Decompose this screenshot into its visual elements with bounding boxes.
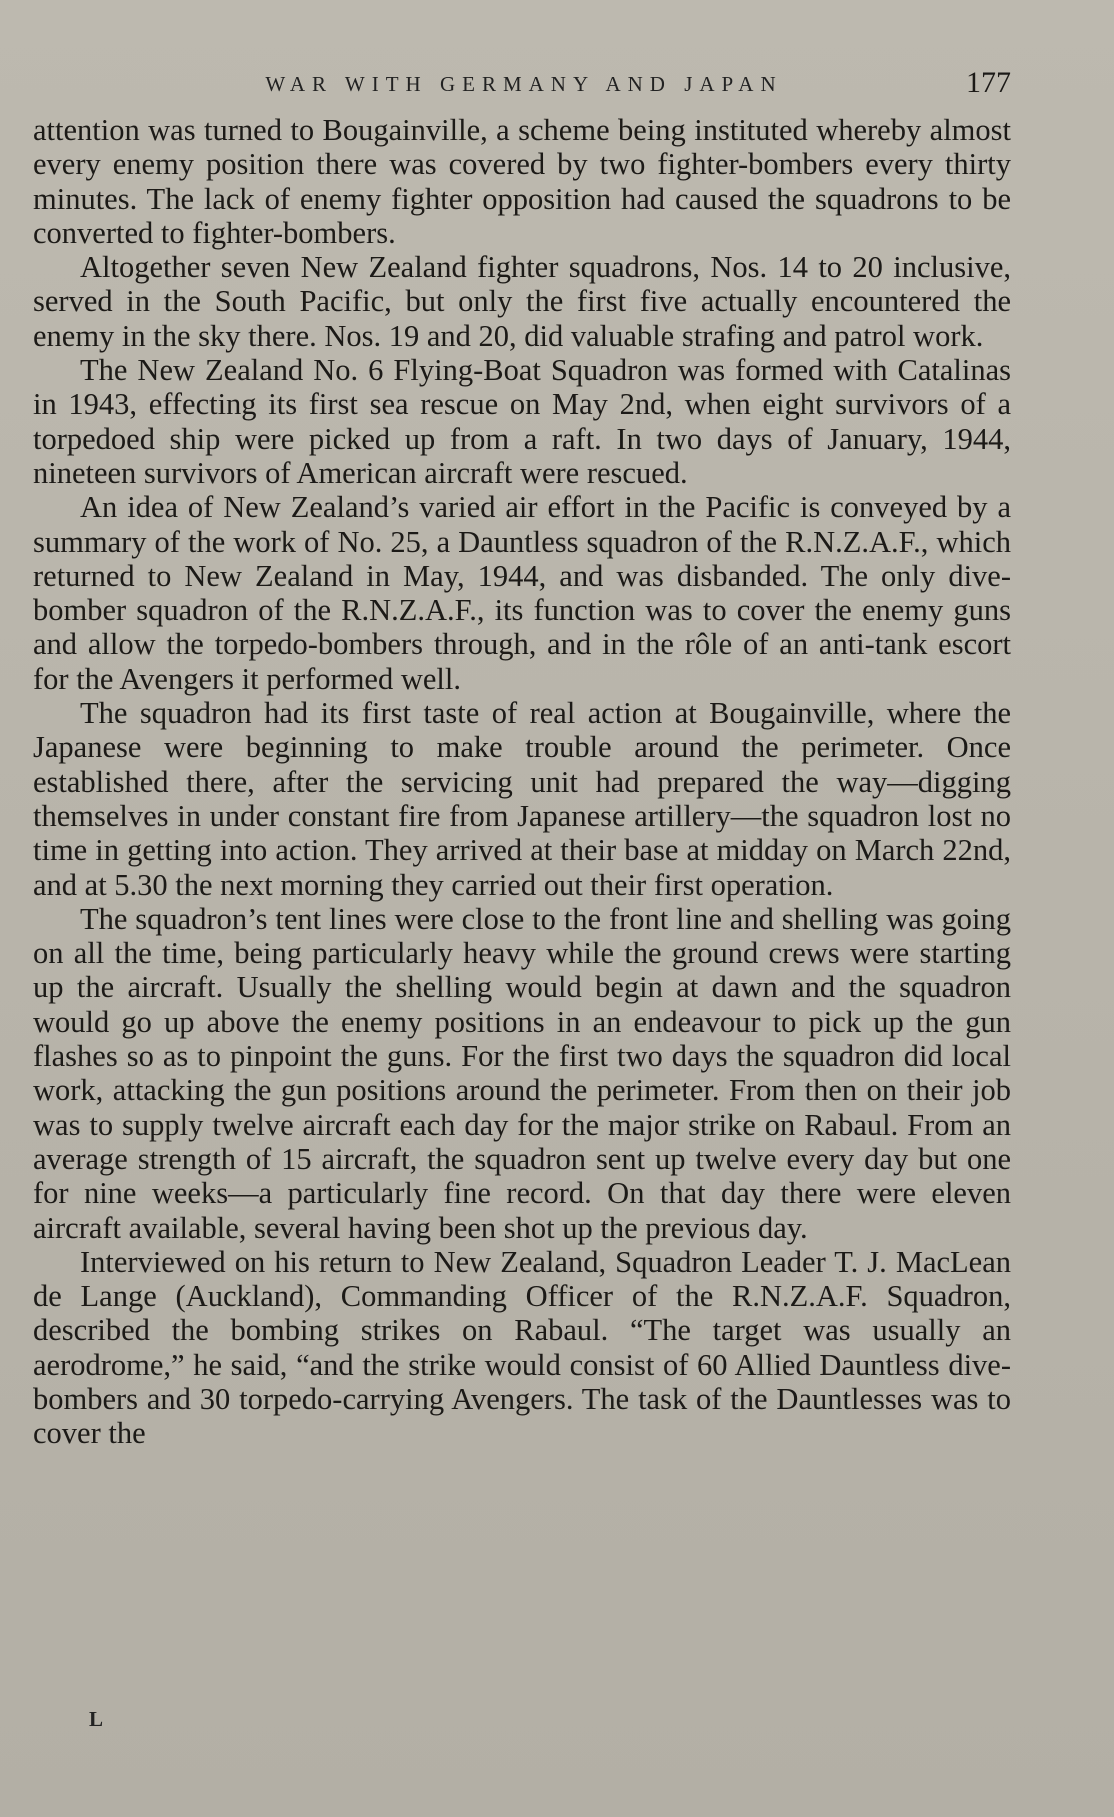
paragraph-1: attention was turned to Bougainville, a scheme being instituted whereby almost every enemy position there was covered by two fighter-bombers every thirty minutes. The lack of enemy fighter opposition had caused the squadrons to be converted to fighter-bombers.	[33, 113, 1011, 250]
paragraph-6: The squadron’s tent lines were close to the front line and shelling was going on all the time, being particularly heavy while the ground crews were starting up the aircraft. Usually the shelling would begin at dawn and the squadron would go up above the enemy positions in an endeavour to pick up the gun flashes so as to pinpoint the guns. For the first two days the squadron did local work, attacking the gun positions around the perimeter. From then on their job was to supply twelve aircraft each day for the major strike on Rabaul. From an average strength of 15 aircraft, the squadron sent up twelve every day but one for nine weeks—a particularly fine record. On that day there were eleven aircraft available, several having been shot up the previous day.	[33, 901, 1011, 1245]
body-text	[33, 113, 1011, 1451]
paragraph-5: The squadron had its first taste of real action at Bougainville, where the Japanese were beginning to make trouble around the perimeter. Once established there, after the servicing unit had prepared the way—digging themselves in under constant fire from Japanese artillery—the squadron lost no time in getting into action. They arrived at their base at midday on March 22nd, and at 5.30 the next morning they carried out their first operation.	[33, 696, 1011, 902]
page-number: 177	[966, 66, 1011, 99]
running-title: WAR WITH GERMANY AND JAPAN	[265, 72, 783, 96]
running-head	[33, 66, 1011, 106]
paragraph-4: An idea of New Zealand’s varied air effort in the Pacific is conveyed by a summary of the work of No. 25, a Dauntless squadron of the R.N.Z.A.F., which returned to New Zealand in May, 1944, and was disbanded. The only dive-bomber squadron of the R.N.Z.A.F., its function was to cover the enemy guns and allow the torpedo-bombers through, and in the rôle of an anti-tank escort for the Avengers it performed well.	[33, 490, 1011, 696]
paragraph-2: Altogether seven New Zealand fighter squadrons, Nos. 14 to 20 inclusive, served in the South Pacific, but only the first five actually encountered the enemy in the sky there. Nos. 19 and 20, did valuable strafing and patrol work.	[33, 250, 1011, 353]
paragraph-7: Interviewed on his return to New Zealand, Squadron Leader T. J. MacLean de Lange (Auckland), Commanding Officer of the R.N.Z.A.F. Squadron, described the bombing strikes on Rabaul. “The target was usually an aerodrome,” he said, “and the strike would consist of 60 Allied Dauntless dive-bombers and 30 torpedo-carrying Avengers. The task of the Dauntlesses was to cover the	[33, 1244, 1011, 1451]
signature-mark: L	[89, 1707, 104, 1731]
paragraph-3: The New Zealand No. 6 Flying-Boat Squadron was formed with Catalinas in 1943, effecting its first sea rescue on May 2nd, when eight survivors of a torpedoed ship were picked up from a raft. In two days of January, 1944, nineteen survivors of American aircraft were rescued.	[33, 353, 1011, 490]
